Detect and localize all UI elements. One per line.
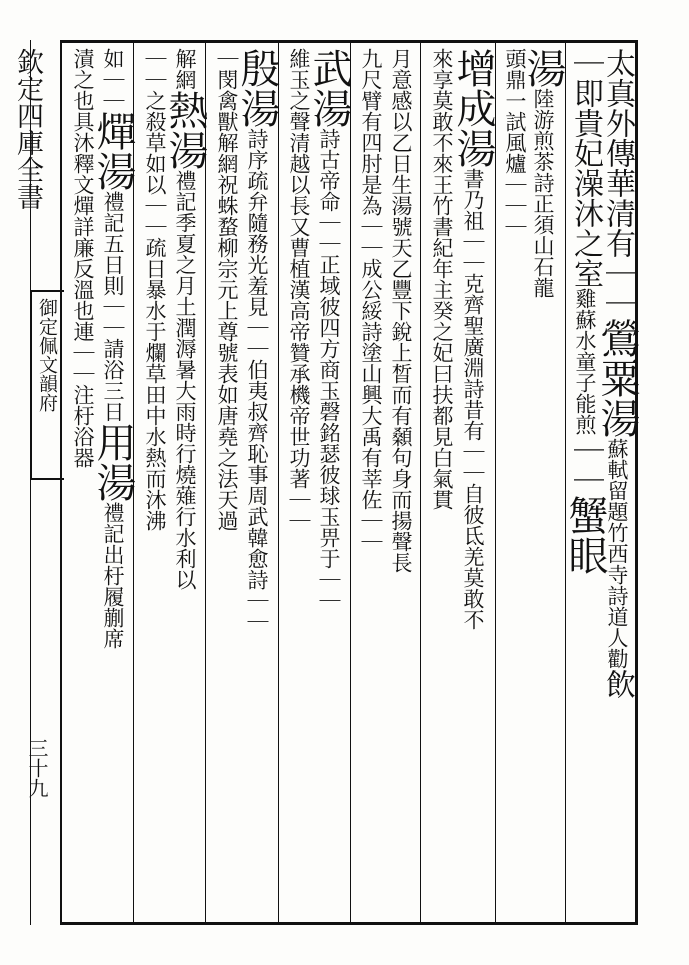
- series-title: 欽定四庫全書: [12, 48, 43, 210]
- headword: 湯: [520, 48, 566, 88]
- column-rule: [565, 40, 566, 925]
- text-column: [66, 48, 100, 468]
- text-column: [498, 48, 532, 237]
- text-column: [90, 48, 136, 649]
- text-column: [234, 48, 280, 632]
- text-column: [162, 48, 208, 590]
- text-segment: 禮記季夏之月土潤溽暑大雨時行燒薙行水利以: [173, 170, 197, 590]
- text-column: [282, 48, 316, 531]
- text-segment: 禮記出杅履蒯席: [101, 502, 125, 649]
- text-segment: 蘇軾留題竹西寺詩道人勸: [605, 438, 629, 669]
- text-segment: ｜｜: [600, 258, 635, 318]
- text-segment: 九尺臂有四肘是為｜｜成公綏詩塗山興大禹有莘佐｜｜: [359, 48, 383, 552]
- headword: 鶯粟湯: [594, 318, 640, 438]
- column-rule: [205, 40, 206, 925]
- text-segment: 書乃祖｜｜克齊聖廣淵詩昔有｜｜自彼氐羌莫敢不: [461, 168, 485, 630]
- column-rule: [495, 40, 496, 925]
- headword: 蟹眼: [562, 495, 608, 575]
- text-segment: 頭鼎一試風爐｜｜｜: [503, 48, 527, 237]
- text-segment: 飲: [600, 669, 635, 699]
- headword: 武湯: [306, 48, 352, 128]
- text-segment: ｜｜之: [143, 48, 167, 111]
- text-column: [450, 48, 496, 630]
- text-column: [210, 48, 244, 531]
- headword: 熱湯: [162, 90, 208, 170]
- column-rule: [350, 40, 351, 925]
- headword: 燀湯: [90, 111, 136, 191]
- text-segment: 解網: [173, 48, 197, 90]
- text-segment: 殺草如以｜｜疏日暴水于爛草田中水熱而沐沸: [143, 111, 167, 531]
- text-segment: 連｜｜注杅浴器: [71, 321, 95, 468]
- column-rule: [420, 40, 421, 925]
- text-segment: 詩序疏弁隨務光羞見｜｜伯夷叔齊恥事周武韓愈詩｜｜: [245, 128, 269, 632]
- text-segment: 維玉之聲清越以長又曹植漢高帝贊承機帝世功著｜｜: [287, 48, 311, 531]
- text-segment: 漬之也: [71, 48, 95, 111]
- text-segment: 如｜｜: [101, 48, 125, 111]
- headword: 殷湯: [234, 48, 280, 128]
- text-column: [306, 48, 352, 611]
- headword: 用湯: [90, 422, 136, 502]
- book-title: 御定佩文韻府: [36, 298, 58, 412]
- text-segment: 來享莫敢不來王竹書紀年主癸之妃曰扶都見白氣貫: [430, 48, 454, 510]
- page-number: 三十九: [25, 738, 49, 798]
- text-segment: ｜即貴妃澡沐之室: [568, 48, 603, 288]
- text-column: [562, 48, 608, 575]
- text-segment: 太真外傳華清有: [600, 48, 635, 258]
- text-segment: 具沐釋文燀詳廉反溫也: [71, 111, 95, 321]
- text-column: [425, 48, 459, 510]
- text-column: [594, 48, 640, 699]
- text-column: [354, 48, 388, 552]
- headword: 增成湯: [450, 48, 496, 168]
- text-segment: 月意感以乙日生湯號天乙豐下銳上晳而有顙句身而揚聲長: [389, 48, 413, 573]
- text-segment: 詩古帝命｜｜正域彼四方商玉磬銘瑟彼球玉畀于｜｜: [317, 128, 341, 611]
- text-segment: ｜｜: [568, 435, 603, 495]
- text-segment: 陸游煎茶詩正須山石龍: [531, 88, 555, 298]
- text-column: [384, 48, 418, 573]
- text-segment: 禮記五日則｜｜請浴三日: [101, 191, 125, 422]
- text-column: [138, 48, 172, 531]
- text-segment: ｜閔禽獸解網祝蛛蝥柳宗元上尊號表如唐堯之法天過: [215, 48, 239, 531]
- column-rule: [278, 40, 279, 925]
- text-segment: 雞蘇水童子能煎: [573, 288, 597, 435]
